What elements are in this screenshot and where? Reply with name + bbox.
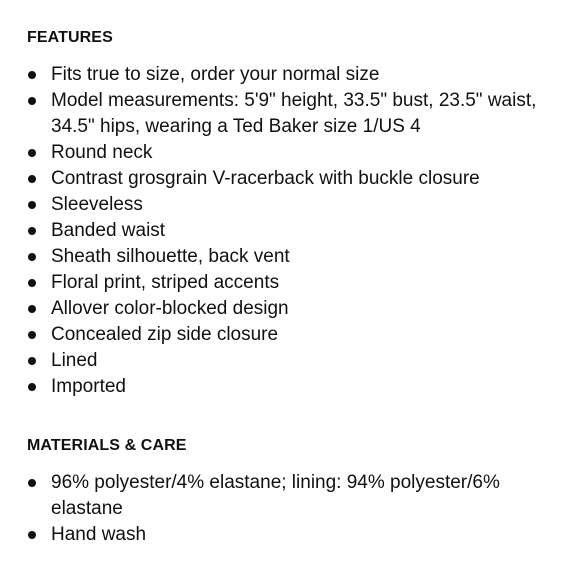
- list-item: [27, 244, 562, 270]
- bullet-icon: [28, 357, 36, 365]
- materials-heading: MATERIALS & CARE: [27, 437, 187, 454]
- bullet-icon: [28, 383, 36, 391]
- feature-text: Contrast grosgrain V-racerback with buckle closure: [51, 168, 480, 189]
- feature-text: Banded waist: [51, 220, 166, 241]
- material-text: Hand wash: [51, 524, 147, 545]
- bullet-icon: [28, 149, 36, 157]
- bullet-icon: [28, 201, 36, 209]
- bullet-icon: [28, 175, 36, 183]
- feature-text: Fits true to size, order your normal size: [51, 64, 380, 85]
- features-list: [27, 62, 562, 400]
- feature-text: Floral print, striped accents: [51, 272, 280, 293]
- list-item: [27, 166, 562, 192]
- material-text: 96% polyester/4% elastane; lining: 94% polyester/6% elastane: [51, 472, 500, 519]
- feature-text: Sleeveless: [51, 194, 143, 215]
- feature-text: Model measurements: 5'9" height, 33.5" bust, 23.5" waist, 34.5" hips, wearing a Ted Baker size 1/US 4: [51, 90, 537, 137]
- list-item: [27, 140, 562, 166]
- feature-text: Lined: [51, 350, 98, 371]
- bullet-icon: [28, 331, 36, 339]
- list-item: [27, 192, 562, 218]
- features-heading: FEATURES: [27, 29, 113, 46]
- feature-text: Round neck: [51, 142, 153, 163]
- list-item: [27, 62, 562, 88]
- list-item: [27, 88, 562, 140]
- list-item: [27, 296, 562, 322]
- bullet-icon: [28, 253, 36, 261]
- feature-text: Imported: [51, 376, 126, 397]
- bullet-icon: [28, 97, 36, 105]
- bullet-icon: [28, 279, 36, 287]
- list-item: [27, 470, 562, 522]
- list-item: [27, 522, 562, 548]
- feature-text: Sheath silhouette, back vent: [51, 246, 290, 267]
- bullet-icon: [28, 71, 36, 79]
- bullet-icon: [28, 305, 36, 313]
- bullet-icon: [28, 531, 36, 539]
- bullet-icon: [28, 479, 36, 487]
- list-item: [27, 322, 562, 348]
- list-item: [27, 348, 562, 374]
- list-item: [27, 218, 562, 244]
- list-item: [27, 374, 562, 400]
- feature-text: Concealed zip side closure: [51, 324, 279, 345]
- materials-list: [27, 470, 562, 548]
- bullet-icon: [28, 227, 36, 235]
- list-item: [27, 270, 562, 296]
- feature-text: Allover color-blocked design: [51, 298, 289, 319]
